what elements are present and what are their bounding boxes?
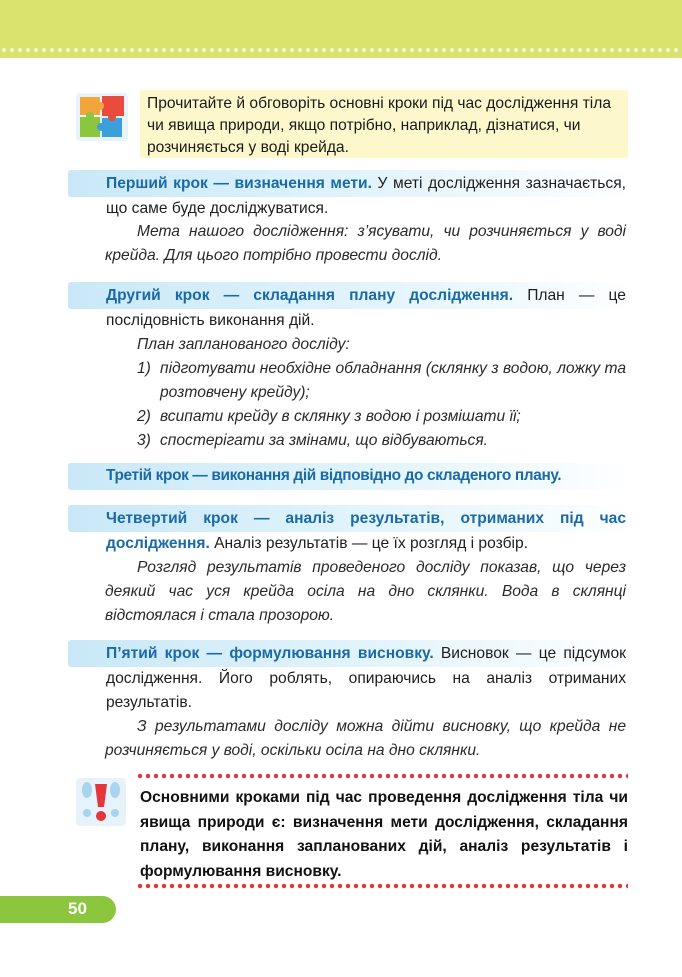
- step-5-heading: П’ятий крок — формулювання висновку.: [106, 645, 434, 662]
- step-2-text: План — це послідовність виконання дій.: [106, 287, 626, 329]
- step-1-example: Мета нашого дослідження: з’ясувати, чи розчиняється у воді крейда. Для цього потрібно провести дослід.: [105, 223, 626, 264]
- plan-block: [106, 333, 626, 453]
- plan-list: [106, 357, 626, 453]
- header-dotted-line: [0, 47, 682, 53]
- step-4-paragraph: [74, 507, 626, 556]
- step-1-heading: Перший крок — визначення мети.: [106, 175, 372, 192]
- plan-item-number: 1): [137, 360, 151, 377]
- step-2-heading: Другий крок — складання плану дослідження.: [106, 287, 514, 304]
- rule-bottom-dotted-line: [136, 883, 628, 889]
- step-5-example: З результатами досліду можна дійти висновку, що крейда не розчиняється у воді, оскільки осіла на дно склянки.: [105, 718, 626, 759]
- plan-item-text: підготувати необхідне обладнання (склянку з водою, ложку та розтовчену крейду);: [160, 360, 626, 401]
- plan-item: [106, 357, 626, 405]
- page-number-tab: [0, 896, 116, 923]
- step-2-paragraph: [74, 284, 626, 333]
- plan-item-number: 3): [137, 432, 151, 449]
- step-4-text: Аналіз результатів — це їх розгляд і розбір.: [209, 534, 528, 552]
- step-4-heading: Четвертий крок — аналіз результатів, отриманих під час дослідження.: [106, 510, 626, 552]
- plan-item: [106, 429, 626, 453]
- page-number: 50: [68, 899, 87, 918]
- plan-item-text: всипати крейду в склянку з водою і розмішати її;: [160, 408, 521, 425]
- task-text: Прочитайте й обговоріть основні кроки під час дослідження тіла чи явища природи, якщо потрібно, наприклад, дізнатися, чи розчиняється у воді крейда.: [147, 95, 612, 156]
- plan-title: План запланованого досліду:: [137, 336, 350, 353]
- plan-item-text: спостерігати за змінами, що відбуваються.: [160, 432, 488, 449]
- rule-text: Основними кроками під час проведення дослідження тіла чи явища природи є: визначення мети дослідження, складання плану, виконання запланованих дій, аналіз результатів і формулювання висновку.: [140, 789, 628, 880]
- plan-item: [106, 405, 626, 429]
- step-1-text: У меті дослідження зазначається, що саме буде досліджуватися.: [106, 175, 626, 217]
- plan-item-number: 2): [137, 408, 151, 425]
- step-5-text: Висновок — це підсумок дослідження. Його роблять, опираючись на аналіз отриманих результатів.: [106, 645, 626, 711]
- exclamation-icon: [76, 778, 126, 826]
- puzzle-icon: [76, 93, 128, 141]
- step-3-heading: Третій крок — виконання дій відповідно до складеного плану.: [106, 467, 562, 484]
- step-5-paragraph: [74, 642, 626, 716]
- step-1-paragraph: [74, 172, 626, 221]
- rule-top-dotted-line: [136, 773, 628, 779]
- step-4-example: Розгляд результатів проведеного досліду показав, що через деякий час уся крейда осіла на дно склянки. Вода в склянці відстоялася і стала прозорою.: [105, 559, 626, 624]
